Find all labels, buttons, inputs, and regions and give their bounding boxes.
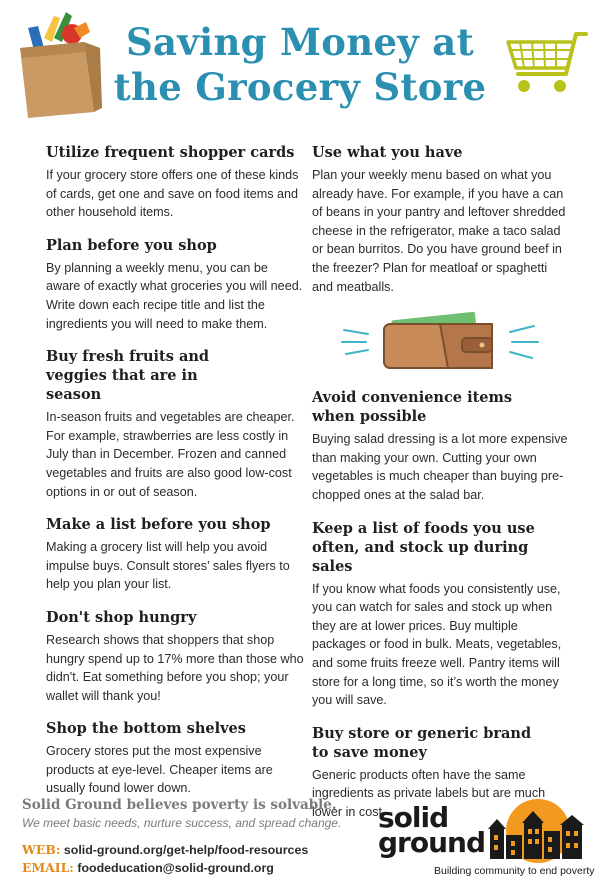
tip-make-list [46,515,304,594]
grocery-bag-icon [14,8,106,120]
tip-heading: Don't shop hungry [46,608,197,626]
web-contact [22,841,362,859]
tip-body: Making a grocery list will help you avoid impulse buys. Consult stores’ sales flyers to help you plan your list. [46,540,290,592]
left-column [46,143,304,812]
tip-body: In-season fruits and vegetables are cheaper. For example, strawberries are less costly in July than in December. Frozen and canned vegetables and fruits are also good low-cost options in or out of season. [46,410,295,499]
neighborhood-sun-icon [486,795,586,863]
page-title [100,20,500,110]
tip-heading: Plan before you shop [46,236,217,254]
tip-plan-before-shop [46,236,304,333]
tip-avoid-convenience [312,388,570,504]
title-line-1: Saving Money at [126,20,474,64]
web-link[interactable]: solid-ground.org/get-help/food-resources [63,843,309,857]
wallet-illustration [312,310,570,370]
logo-tagline: Building community to end poverty [434,865,595,877]
wallet-icon [340,310,540,370]
email-link[interactable]: foodeducation@solid-ground.org [77,861,274,875]
tip-body: By planning a weekly menu, you can be aware of exactly what groceries you will need. Write down each recipe title and list the ingredients you will need to make them. [46,260,303,331]
tip-heading: Buy store or generic brand to save money [312,724,532,761]
tip-body: If your grocery store offers one of these kinds of cards, get one and save on food items and other household items. [46,168,299,220]
tip-body: Buying salad dressing is a lot more expensive than making your own. Cutting your own vegetables is much cheaper than buying pre-chopped ones at the salad bar. [312,432,568,502]
shopping-cart-icon [500,28,592,98]
tip-heading: Buy fresh fruits and veggies that are in season [46,348,210,404]
tip-heading: Shop the bottom shelves [46,720,246,738]
tip-shopper-cards [46,143,304,222]
email-contact [22,859,362,877]
tip-bottom-shelves [46,719,304,798]
tip-body: Generic products often have the same ingredients as private labels but are much lower in cost. [312,767,546,819]
footer-tagline: Solid Ground believes poverty is solvable. [22,797,337,813]
tip-heading: Keep a list of foods you use often, and stock up during sales [312,519,535,575]
tip-in-season [46,347,304,501]
title-line-2: the Grocery Store [113,65,487,109]
tip-heading: Use what you have [312,144,463,161]
footer [22,796,362,877]
footer-mission: We meet basic needs, nurture success, and spread change. [22,816,342,830]
tip-body: Grocery stores put the most expensive products at eye-level. Cheaper items are usually found lower down. [46,744,273,796]
tip-use-what-you-have [312,143,570,296]
tip-keep-list-stock-up [312,519,570,710]
email-label: EMAIL: [22,860,74,875]
tip-heading: Avoid convenience items when possible [312,389,513,426]
tip-dont-shop-hungry [46,608,304,705]
right-column [312,143,570,835]
tip-body: Research shows that shoppers that shop hungry spend up to 17% more than those who didn't. Eat something before you shop; your wallet will thank you! [46,632,304,703]
tip-body: If you know what foods you consistently use, you can watch for sales and stock up when they are at lower prices. Buy multiple packages or food in bulk. Meats, vegetables, and some fruits freeze well. Pantry items will store for a long time, so it’s worth the money you will save. [312,581,562,708]
tip-body: Plan your weekly menu based on what you already have. For example, if you have a can of beans in your pantry and leftover shredded cheese in the refrigerator, make a taco salad or bean burritos. Do you have ground beef in the freezer? Plan for meatloaf or spaghetti and meatballs. [312,168,566,294]
logo-word-2: ground [378,826,485,859]
logo-word-1: solid [378,801,449,834]
logo-wordmark [378,801,485,859]
tip-heading: Make a list before you shop [46,516,271,534]
web-label: WEB: [22,842,61,857]
solid-ground-logo [378,795,595,885]
tip-heading: Utilize frequent shopper cards [46,144,295,161]
